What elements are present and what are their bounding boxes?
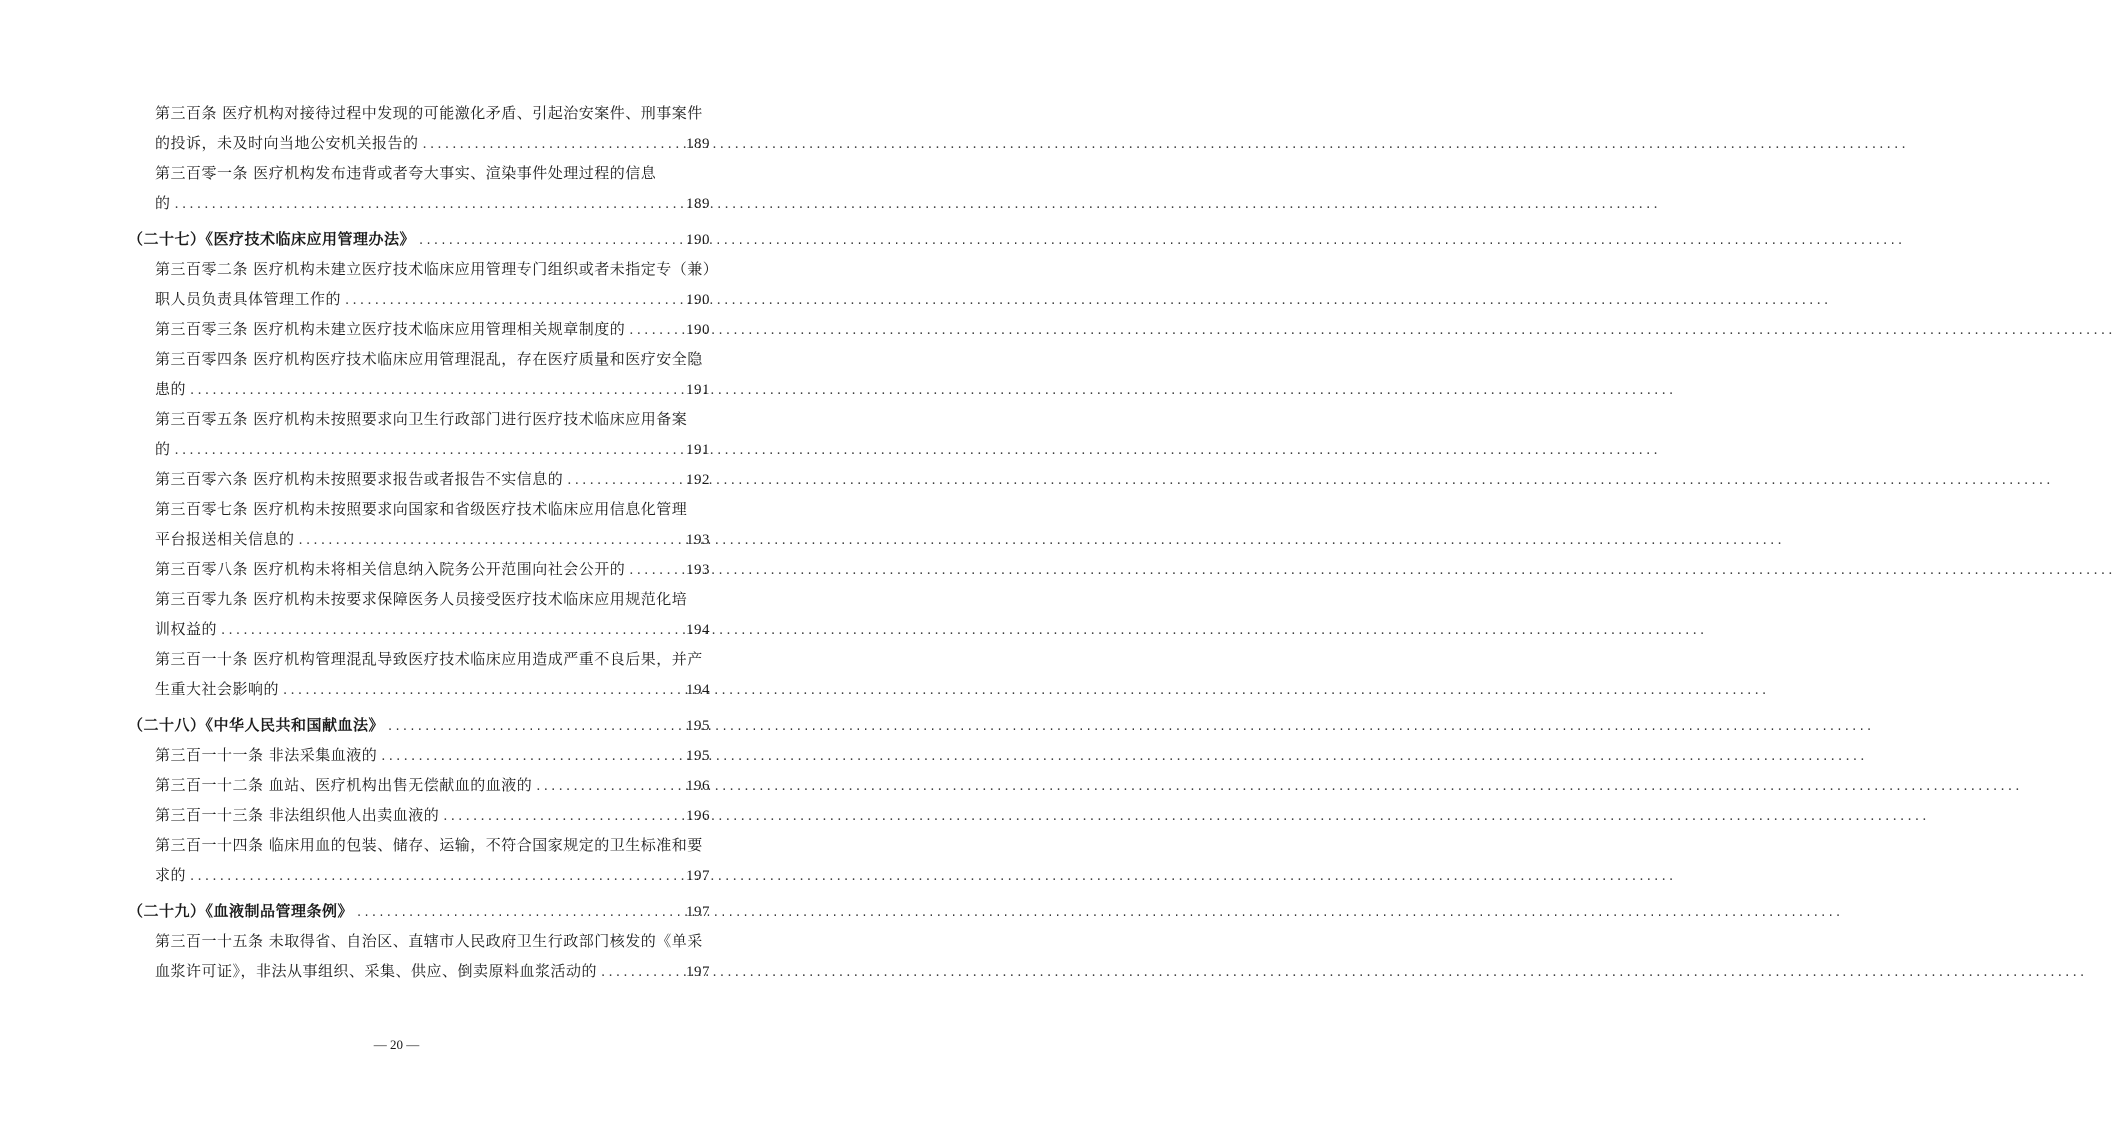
toc-entry-text: 第三百零五条 医疗机构未按照要求向卫生行政部门进行医疗技术临床应用备案: [155, 410, 688, 428]
toc-entry-text: 第三百一十五条 未取得省、自治区、直辖市人民政府卫生行政部门核发的《单采: [155, 932, 703, 950]
dot-leader: [567, 466, 682, 496]
dot-leader: [601, 958, 682, 988]
section-title: （二十七）《医疗技术临床应用管理办法》: [128, 230, 416, 248]
toc-entry-line: [128, 830, 710, 860]
toc-entry-line: [128, 494, 710, 524]
toc-entry-line: [128, 254, 719, 284]
page-number: 190: [686, 232, 710, 248]
dot-leader: [443, 802, 682, 832]
toc-entry-text: 第三百条 医疗机构对接待过程中发现的可能激化矛盾、引起治安案件、刑事案件: [155, 104, 703, 122]
toc-entry-text: 第三百一十条 医疗机构管理混乱导致医疗技术临床应用造成严重不良后果，并产: [155, 650, 703, 668]
page-footer-number: — 20 —: [373, 1037, 420, 1052]
toc-entry-line[interactable]: [128, 860, 710, 890]
toc-entry-text: 第三百零四条 医疗机构医疗技术临床应用管理混乱，存在医疗质量和医疗安全隐: [155, 350, 703, 368]
dot-leader: [629, 556, 682, 586]
toc-entry-text: 的: [155, 440, 171, 458]
page-number: 189: [686, 196, 710, 212]
toc-entry-text: 第三百零二条 医疗机构未建立医疗技术临床应用管理专门组织或者未指定专（兼）: [155, 260, 719, 278]
page-number: 197: [686, 904, 710, 920]
toc-entry-line: [128, 158, 710, 188]
page-number: 195: [686, 718, 710, 734]
toc-entry-line[interactable]: [128, 614, 710, 644]
section-title: （二十八）《中华人民共和国献血法》: [128, 716, 385, 734]
toc-section-heading[interactable]: [128, 896, 710, 926]
toc-entry-text: 第三百零七条 医疗机构未按照要求向国家和省级医疗技术临床应用信息化管理: [155, 500, 688, 518]
page-number: 192: [686, 472, 710, 488]
toc-entry-text: 第三百一十三条 非法组织他人出卖血液的: [155, 806, 440, 824]
dot-leader: [419, 226, 682, 256]
page-number: 195: [686, 748, 710, 764]
page-number: 194: [686, 682, 710, 698]
page-number: 193: [686, 532, 710, 548]
toc-entry-text: 职人员负责具体管理工作的: [155, 290, 342, 308]
toc-entry-text: 第三百零八条 医疗机构未将相关信息纳入院务公开范围向社会公开的: [155, 560, 626, 578]
page-number: 197: [686, 964, 710, 980]
toc-entry-text: 第三百零六条 医疗机构未按照要求报告或者报告不实信息的: [155, 470, 564, 488]
dot-leader: [283, 676, 682, 706]
toc-entry-text: 第三百零一条 医疗机构发布违背或者夸大事实、渲染事件处理过程的信息: [155, 164, 657, 182]
dot-leader: [536, 772, 682, 802]
toc-entry-line: [128, 404, 710, 434]
toc-entry-text: 第三百一十二条 血站、医疗机构出售无偿献血的血液的: [155, 776, 533, 794]
toc-entry-line[interactable]: [128, 770, 710, 800]
page-number: 191: [686, 382, 710, 398]
dot-leader: [357, 898, 682, 928]
toc-entry-line[interactable]: [128, 128, 710, 158]
dot-leader: [423, 130, 682, 160]
dot-leader: [175, 436, 682, 466]
page-number: 190: [686, 292, 710, 308]
toc-entry-text: 训权益的: [155, 620, 218, 638]
toc-entry-line[interactable]: [128, 674, 710, 704]
toc-entry-text: 的投诉，未及时向当地公安机关报告的: [155, 134, 419, 152]
table-of-contents: [128, 98, 719, 986]
toc-entry-line[interactable]: [128, 524, 710, 554]
toc-entry-line: [128, 644, 710, 674]
toc-entry-text: 患的: [155, 380, 187, 398]
toc-entry-line[interactable]: [128, 464, 710, 494]
toc-entry-line[interactable]: [128, 800, 710, 830]
toc-entry-line[interactable]: [128, 188, 710, 218]
dot-leader: [629, 316, 682, 346]
toc-entry-text: 第三百零九条 医疗机构未按要求保障医务人员接受医疗技术临床应用规范化培: [155, 590, 688, 608]
toc-entry-line[interactable]: [128, 374, 710, 404]
page-number: 191: [686, 442, 710, 458]
page-number: 197: [686, 868, 710, 884]
toc-section-heading[interactable]: [128, 224, 710, 254]
toc-entry-text: 血浆许可证》，非法从事组织、采集、供应、倒卖原料血浆活动的: [155, 962, 598, 980]
dot-leader: [388, 712, 682, 742]
page-number: 196: [686, 808, 710, 824]
dot-leader: [190, 862, 682, 892]
toc-entry-text: 第三百一十一条 非法采集血液的: [155, 746, 378, 764]
section-title: （二十九）《血液制品管理条例》: [128, 902, 354, 920]
toc-entry-text: 第三百零三条 医疗机构未建立医疗技术临床应用管理相关规章制度的: [155, 320, 626, 338]
toc-entry-line: [128, 344, 710, 374]
dot-leader: [381, 742, 682, 772]
page-number: 189: [686, 136, 710, 152]
page-number: 190: [686, 322, 710, 338]
toc-entry-line[interactable]: [128, 740, 710, 770]
toc-entry-line[interactable]: [128, 956, 710, 986]
toc-entry-line: [128, 926, 710, 956]
dot-leader: [299, 526, 682, 556]
page-number: 193: [686, 562, 710, 578]
page-number: 196: [686, 778, 710, 794]
toc-entry-line[interactable]: [128, 284, 710, 314]
toc-entry-text: 的: [155, 194, 171, 212]
toc-entry-line[interactable]: [128, 434, 710, 464]
toc-entry-text: 生重大社会影响的: [155, 680, 280, 698]
toc-entry-text: 求的: [155, 866, 187, 884]
page-number: 194: [686, 622, 710, 638]
toc-entry-line[interactable]: [128, 314, 710, 344]
toc-entry-line[interactable]: [128, 554, 710, 584]
toc-entry-text: 第三百一十四条 临床用血的包装、储存、运输，不符合国家规定的卫生标准和要: [155, 836, 703, 854]
toc-entry-text: 平台报送相关信息的: [155, 530, 295, 548]
toc-entry-line: [128, 584, 710, 614]
dot-leader: [221, 616, 682, 646]
dot-leader: [175, 190, 682, 220]
toc-entry-line: [128, 98, 710, 128]
toc-section-heading[interactable]: [128, 710, 710, 740]
dot-leader: [345, 286, 682, 316]
dot-leader: [190, 376, 682, 406]
